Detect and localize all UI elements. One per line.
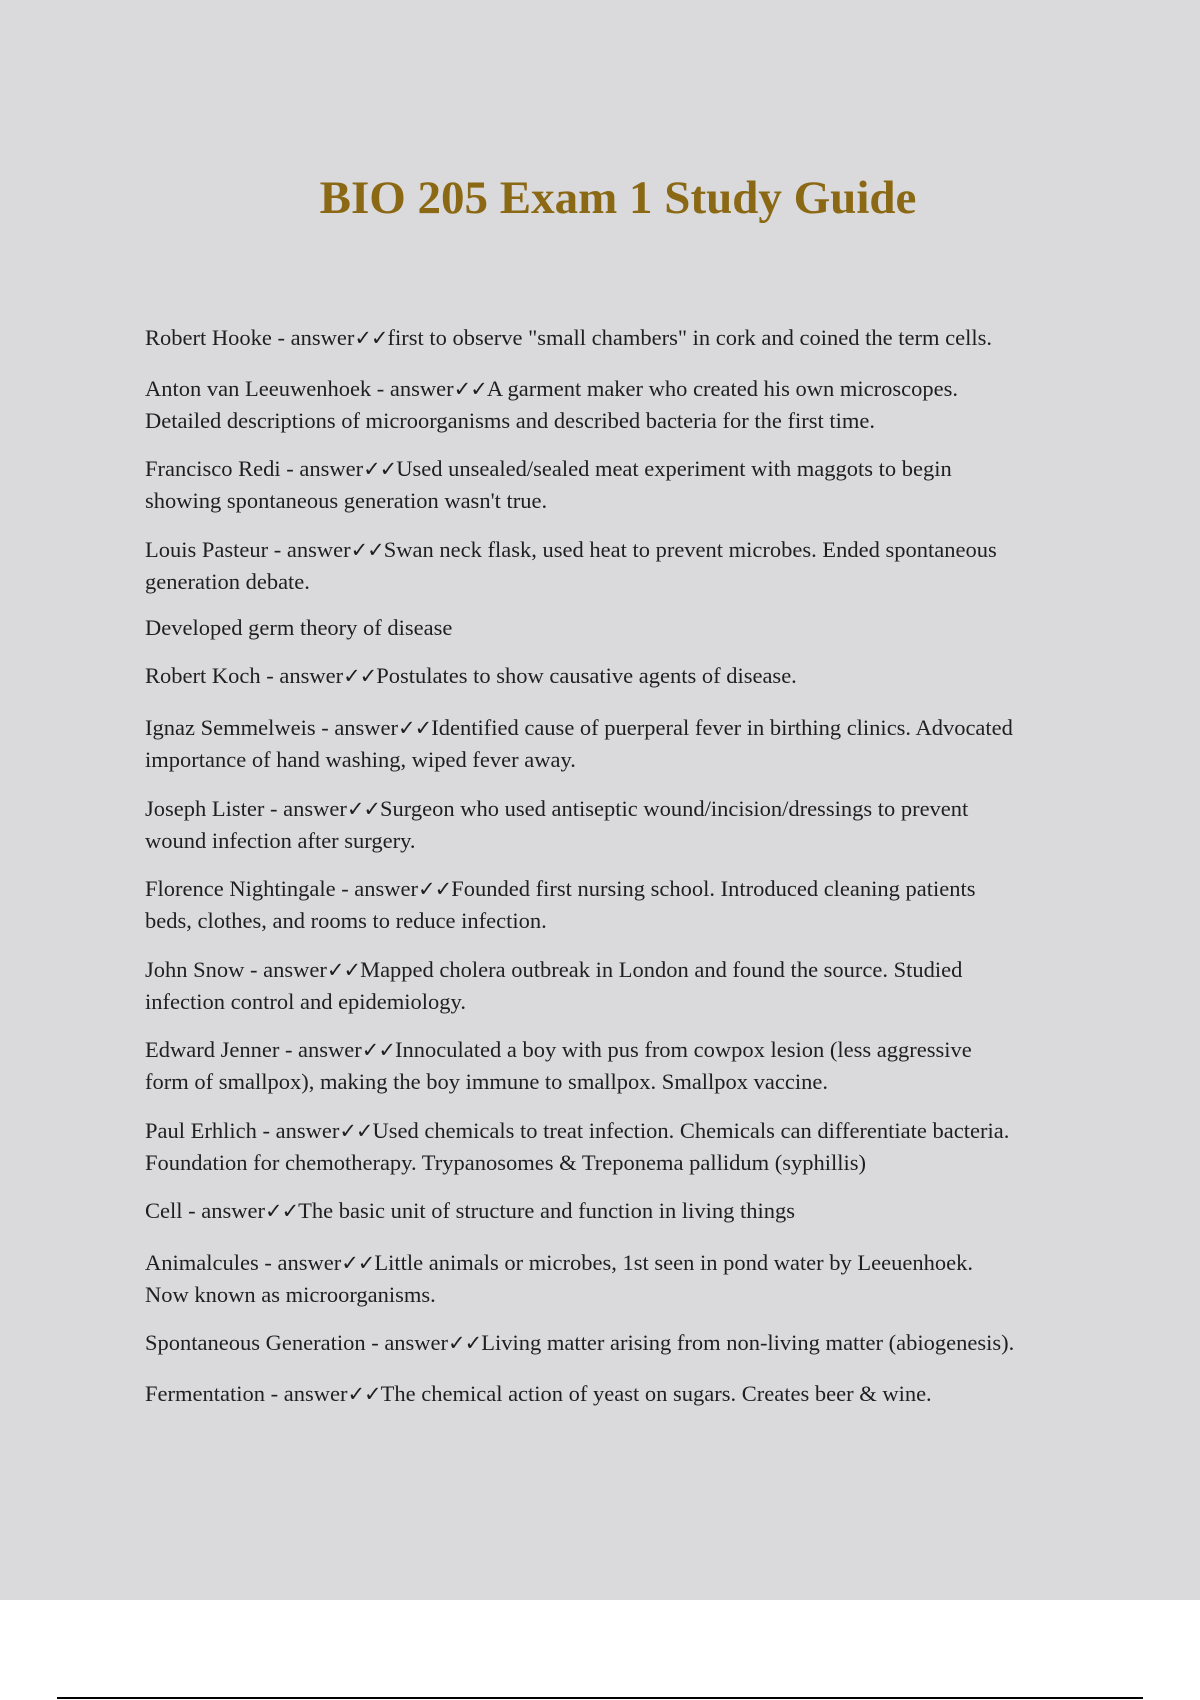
check-mark-icon: ✓✓ (361, 1038, 395, 1062)
check-mark-icon: ✓✓ (418, 877, 452, 901)
entry-ignaz-semmelweis (145, 712, 1095, 775)
entry-line-1: Cell - answer✓✓The basic unit of structure and function in living things (145, 1198, 795, 1223)
check-mark-icon: ✓✓ (448, 1331, 482, 1355)
entry-cell (145, 1195, 1095, 1227)
entry-line-1: Louis Pasteur - answer✓✓Swan neck flask, used heat to prevent microbes. Ended spontaneous (145, 537, 997, 562)
footer-divider (57, 1697, 1143, 1699)
entry-line-1: Florence Nightingale - answer✓✓Founded first nursing school. Introduced cleaning patients (145, 876, 976, 901)
entry-line-1: Robert Koch - answer✓✓Postulates to show causative agents of disease. (145, 663, 797, 688)
entry-line-2: showing spontaneous generation wasn't true. (145, 488, 548, 513)
entry-line-2: importance of hand washing, wiped fever away. (145, 747, 576, 772)
check-mark-icon: ✓✓ (453, 377, 487, 401)
entry-robert-hooke (145, 322, 1095, 354)
entry-line-1: Francisco Redi - answer✓✓Used unsealed/sealed meat experiment with maggots to begin (145, 456, 952, 481)
entry-line-1: Robert Hooke - answer✓✓first to observe "small chambers" in cork and coined the term cells. (145, 325, 992, 350)
check-mark-icon: ✓✓ (350, 538, 384, 562)
entry-edward-jenner (145, 1034, 1095, 1097)
entry-anton-van-leeuwenhoek (145, 373, 1095, 436)
entry-line-2: Detailed descriptions of microorganisms and described bacteria for the first time. (145, 408, 875, 433)
entry-spontaneous-generation (145, 1327, 1095, 1359)
check-mark-icon: ✓✓ (343, 664, 377, 688)
entry-florence-nightingale (145, 873, 1095, 936)
check-mark-icon: ✓✓ (398, 716, 432, 740)
entry-line-1: Ignaz Semmelweis - answer✓✓Identified cause of puerperal fever in birthing clinics. Advocated (145, 715, 1013, 740)
entry-line-1: Spontaneous Generation - answer✓✓Living matter arising from non-living matter (abiogenesis). (145, 1330, 1015, 1355)
entry-john-snow (145, 954, 1095, 1017)
entry-fermentation (145, 1378, 1095, 1410)
entry-line-1: Edward Jenner - answer✓✓Innoculated a boy with pus from cowpox lesion (less aggressive (145, 1037, 972, 1062)
entry-germ-theory (145, 612, 1095, 643)
entry-line-1: Developed germ theory of disease (145, 615, 453, 640)
check-mark-icon: ✓✓ (341, 1251, 375, 1275)
entry-paul-erhlich (145, 1115, 1095, 1178)
check-mark-icon: ✓✓ (339, 1119, 373, 1143)
entry-line-1: Joseph Lister - answer✓✓Surgeon who used antiseptic wound/incision/dressings to prevent (145, 796, 969, 821)
check-mark-icon: ✓✓ (326, 958, 361, 982)
entry-line-2: infection control and epidemiology. (145, 989, 466, 1014)
entry-line-1: Paul Erhlich - answer✓✓Used chemicals to treat infection. Chemicals can differentiate bacteria. (145, 1118, 1010, 1143)
entry-line-2: beds, clothes, and rooms to reduce infection. (145, 908, 547, 933)
entry-louis-pasteur (145, 534, 1095, 597)
entry-line-1: Fermentation - answer✓✓The chemical action of yeast on sugars. Creates beer & wine. (145, 1381, 932, 1406)
entry-line-2: generation debate. (145, 569, 310, 594)
check-mark-icon: ✓✓ (347, 1382, 381, 1406)
entry-animalcules (145, 1247, 1095, 1310)
document-title: BIO 205 Exam 1 Study Guide (319, 172, 917, 224)
entry-francisco-redi (145, 453, 1095, 516)
entry-line-2: Foundation for chemotherapy. Trypanosomes & Treponema pallidum (syphillis) (145, 1150, 866, 1175)
entry-line-1: Animalcules - answer✓✓Little animals or microbes, 1st seen in pond water by Leeuenhoek. (145, 1250, 973, 1275)
entry-line-1: John Snow - answer✓✓Mapped cholera outbreak in London and found the source. Studied (145, 957, 963, 982)
entry-robert-koch (145, 660, 1095, 692)
entry-line-2: Now known as microorganisms. (145, 1282, 436, 1307)
entry-line-1: Anton van Leeuwenhoek - answer✓✓A garment maker who created his own microscopes. (145, 376, 958, 401)
check-mark-icon: ✓✓ (363, 457, 397, 481)
entry-line-2: form of smallpox), making the boy immune to smallpox. Smallpox vaccine. (145, 1069, 829, 1094)
entry-line-2: wound infection after surgery. (145, 828, 416, 853)
check-mark-icon: ✓✓ (346, 797, 381, 821)
check-mark-icon: ✓✓ (264, 1199, 299, 1223)
check-mark-icon: ✓✓ (354, 326, 388, 350)
entry-joseph-lister (145, 793, 1095, 856)
